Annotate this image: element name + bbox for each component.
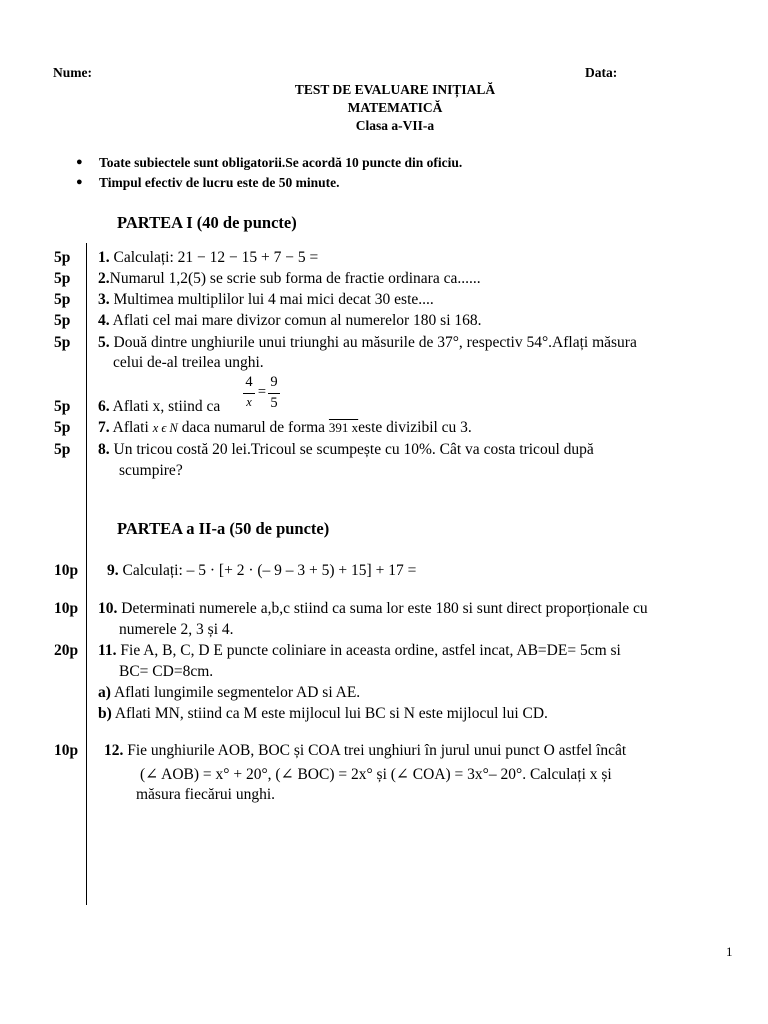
page-number: 1	[726, 944, 733, 959]
instruction-1: Toate subiectele sunt obligatorii.Se acordă 10 puncte din oficiu.	[99, 155, 463, 170]
points-q8: 5p	[54, 441, 71, 458]
points-q6: 5p	[54, 398, 71, 415]
fraction-numerator-2: 9	[270, 374, 278, 390]
question-4: 4. Aflati cel mai mare divizor comun al numerelor 180 si 168.	[98, 312, 482, 329]
question-8: 8. Un tricou costă 20 lei.Tricoul se scumpește cu 10%. Cât va costa tricoul după	[98, 441, 594, 458]
points-q11: 20p	[54, 642, 79, 659]
question-12-continued: (∠ AOB) = x° + 20°, (∠ BOC) = 2x° și (∠ COA) = 3x°– 20°. Calculați x și	[140, 766, 612, 783]
part2-title: PARTEA a II-a (50 de puncte)	[117, 519, 330, 538]
instruction-2: Timpul efectiv de lucru este de 50 minute.	[99, 175, 340, 190]
question-11-b: b) Aflati MN, stiind ca M este mijlocul lui BC si N este mijlocul lui CD.	[98, 705, 548, 722]
bullet-icon: ●	[76, 176, 83, 188]
question-11-continued: BC= CD=8cm.	[119, 663, 214, 680]
date-label: Data:	[585, 65, 618, 80]
points-q3: 5p	[54, 291, 71, 308]
class-title: Clasa a-VII-a	[355, 118, 435, 133]
subject-title: MATEMATICĂ	[347, 100, 443, 115]
question-12-continued-2: măsura fiecărui unghi.	[136, 786, 276, 803]
question-5: 5. Două dintre unghiurile unui triunghi au măsurile de 37°, respectiv 54°.Aflați măsura	[98, 334, 637, 351]
question-8-continued: scumpire?	[119, 462, 183, 479]
question-10: 10. Determinati numerele a,b,c stiind ca suma lor este 180 si sunt direct proporționale cu	[98, 600, 648, 617]
points-q5: 5p	[54, 334, 71, 351]
fraction-numerator-1: 4	[245, 374, 253, 390]
margin-divider	[86, 243, 87, 905]
question-5-continued: celui de-al treilea unghi.	[113, 354, 264, 371]
fraction-denominator-1: x	[246, 395, 252, 409]
question-2: 2.Numarul 1,2(5) se scrie sub forma de fractie ordinara ca......	[98, 270, 481, 287]
points-q10: 10p	[54, 600, 79, 617]
points-q4: 5p	[54, 312, 71, 329]
name-label: Nume:	[53, 65, 92, 80]
question-11-a: a) Aflati lungimile segmentelor AD si AE.	[98, 684, 361, 701]
points-q12: 10p	[54, 742, 79, 759]
question-3: 3. Multimea multiplilor lui 4 mai mici decat 30 este....	[98, 291, 434, 308]
question-10-continued: numerele 2, 3 și 4.	[119, 621, 234, 638]
test-title: TEST DE EVALUARE INIȚIALĂ	[294, 82, 496, 97]
fraction-equals: =	[257, 384, 267, 400]
points-q9: 10p	[54, 562, 79, 579]
question-7: 7. Aflati x ϵ N daca numarul de forma 391 xeste divizibil cu 3.	[98, 419, 472, 436]
bullet-icon: ●	[76, 156, 83, 168]
fraction-denominator-2: 5	[270, 395, 278, 411]
points-q1: 5p	[54, 249, 71, 266]
question-11: 11. Fie A, B, C, D E puncte coliniare in aceasta ordine, astfel incat, AB=DE= 5cm si	[98, 642, 621, 659]
question-9: 9. Calculați: – 5 · [+ 2 · (– 9 – 3 + 5) + 15] + 17 =	[107, 562, 417, 579]
fraction-bar-2	[268, 393, 280, 394]
question-1: 1. Calculați: 21 − 12 − 15 + 7 − 5 =	[98, 249, 319, 266]
points-q2: 5p	[54, 270, 71, 287]
question-12: 12. Fie unghiurile AOB, BOC și COA trei unghiuri în jurul unui punct O astfel încât	[104, 742, 627, 759]
part1-title: PARTEA I (40 de puncte)	[117, 213, 297, 232]
points-q7: 5p	[54, 419, 71, 436]
question-6: 6. Aflati x, stiind ca	[98, 398, 221, 415]
fraction-bar-1	[243, 393, 255, 394]
